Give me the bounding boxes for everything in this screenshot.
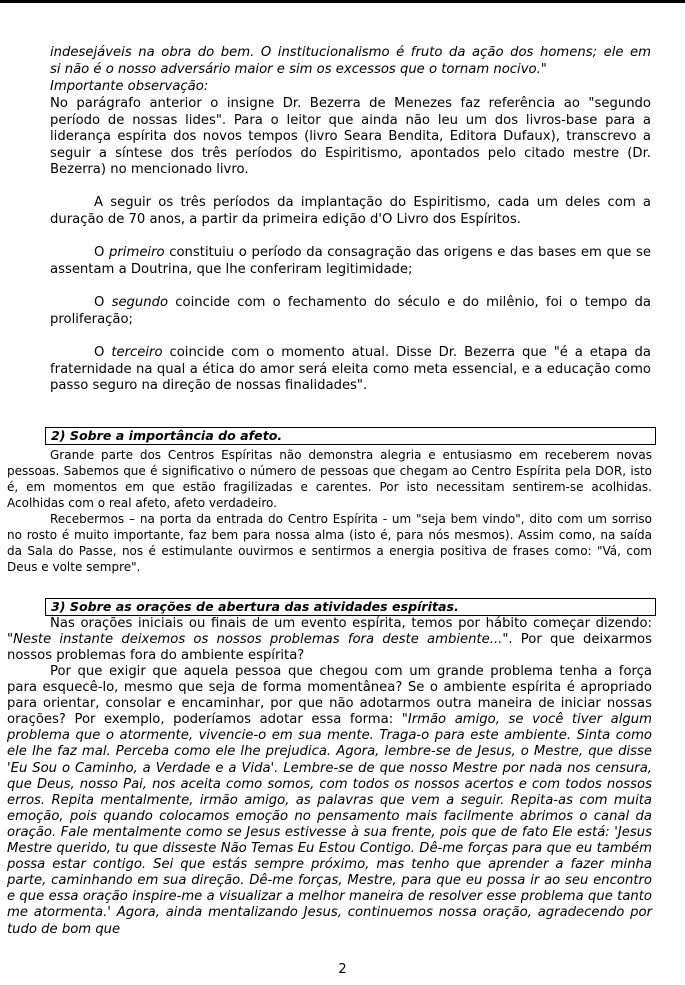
- paragraph-intro: No parágrafo anterior o insigne Dr. Bezerra de Menezes faz referência ao "segundo período de nossas lides". Para o leitor que ainda não leu um dos livros-base para a liderança espírita dos novos tempos (livro Seara Bendita, Editora Dufaux), transcrevo a seguir a síntese dos três períodos do Espiritismo, apontados pelo citado mestre (Dr. Bezerra) no mencionado livro.: [50, 96, 651, 178]
- paragraph-first-period: O primeiro constituiu o período da consagração das origens e das bases em que se assentam a Doutrina, que lhe conferiram legitimidade;: [50, 245, 651, 277]
- section-heading-oracoes: 3) Sobre as orações de abertura das atividades espíritas.: [45, 598, 656, 616]
- emphasis-terceiro: terceiro: [111, 345, 163, 360]
- paragraph-oracoes-1: Nas orações iniciais ou finais de um evento espírita, temos por hábito começar dizendo: "Neste instante deixemos os nossos problemas fora deste ambiente...". Por que deixarmos nossos problemas fora do ambiente espírita?: [7, 616, 652, 664]
- prayer-example: "Irmão amigo, se você tiver algum problema que o atormente, vivencie-o em sua mente. Traga-o para este ambiente. Sinta como ele lhe faz mal. Perceba como ele lhe prejudica. Agora, lembre-se de Jesus, o Mestre, que disse 'Eu Sou o Caminho, a Verdade e a Vida'. Lembre-se de que nosso Mestre por nada nos censura, que Deus, nosso Pai, nos aceita como somos, com todos os nossos acertos e com todos nossos erros. Repita mentalmente, irmão amigo, as palavras que vem a seguir. Repita-as com muita emoção, pois quando colocamos emoção no pensamento mais facilmente abrimos o canal da oração. Fale mentalmente como se Jesus estivesse à sua frente, pois que de fato Ele está: 'Jesus Mestre querido, tu que disseste Não Temas Eu Estou Contigo. Dê-me forças para que eu também possa estar contigo. Sei que estás sempre próximo, mas tenho que aprender a fazer minha parte, caminhando em sua direção. Dê-me forças, Mestre, para que eu possa ir ao seu encontro e que essa oração inspire-me a visualizar a melhor maneira de resolver esse problema que tanto me atormenta.' Agora, ainda mentalizando Jesus, continuemos nossa oração, agradecendo por tudo de bom que: [7, 712, 652, 937]
- quote-line-1: indesejáveis na obra do bem. O institucionalismo é fruto da ação dos homens; ele em: [50, 45, 651, 60]
- section-heading-afeto: 2) Sobre a importância do afeto.: [45, 427, 656, 445]
- emphasis-segundo: segundo: [111, 295, 169, 310]
- paragraph-second-period: O segundo coincide com o fechamento do século e do milênio, foi o tempo da proliferação;: [50, 295, 651, 327]
- paragraph-oracoes-2: Por que exigir que aquela pessoa que chegou com um grande problema tenha a força para esquecê-lo, mesmo que seja de forma momentânea? Se o ambiente espírita é apropriado para orientar, consolar e encaminhar, por que não adotarmos outra maneira de iniciar nossas orações? Por exemplo, poderíamos adotar essa forma: "Irmão amigo, se você tiver algum problema que o atormente, vivencie-o em sua mente. Traga-o para este ambiente. Sinta como ele lhe faz mal. Perceba como ele lhe prejudica. Agora, lembre-se de Jesus, o Mestre, que disse 'Eu Sou o Caminho, a Verdade e a Vida'. Lembre-se de que nosso Mestre por nada nos censura, que Deus, nosso Pai, nos aceita como somos, com todos os nossos acertos e com todos nossos erros. Repita mentalmente, irmão amigo, as palavras que vem a seguir. Repita-as com muita emoção, pois quando colocamos emoção no pensamento mais facilmente abrimos o canal da oração. Fale mentalmente como se Jesus estivesse à sua frente, pois que de fato Ele está: 'Jesus Mestre querido, tu que disseste Não Temas Eu Estou Contigo. Dê-me forças para que eu também possa estar contigo. Sei que estás sempre próximo, mas tenho que aprender a fazer minha parte, caminhando em sua direção. Dê-me forças, Mestre, para que eu possa ir ao seu encontro e que essa oração inspire-me a visualizar a melhor maneira de resolver esse problema que tanto me atormenta.' Agora, ainda mentalizando Jesus, continuemos nossa oração, agradecendo por tudo de bom que: [7, 664, 652, 937]
- paragraph-third-period: O terceiro coincide com o momento atual. Disse Dr. Bezerra que "é a etapa da fraternidade na qual a ética do amor será eleita como meta essencial, e a educação como passo seguro na direção de nossas finalidades".: [50, 345, 651, 394]
- note-title: Importante observação:: [50, 79, 209, 94]
- paragraph-afeto-2: Recebermos – na porta da entrada do Centro Espírita - um "seja bem vindo", dito com um sorriso no rosto é muito importante, faz bem para nossa alma (isto é, para nós mesmos). Assim como, na saída da Sala do Passe, nos é estimulante ouvirmos e sentirmos a energia positiva de frases como: "Vá, com Deus e volte sempre".: [7, 512, 652, 574]
- quote-line-2: si não é o nosso adversário maior e sim os excessos que o tornam nocivo.": [50, 62, 547, 77]
- paragraph-periods: A seguir os três períodos da implantação do Espiritismo, cada um deles com a duração de 70 anos, a partir da primeira edição d'O Livro dos Espíritos.: [50, 195, 651, 227]
- page-number: 2: [338, 962, 347, 977]
- top-border: [0, 0, 685, 3]
- paragraph-afeto-1: Grande parte dos Centros Espíritas não demonstra alegria e entusiasmo em receberem novas pessoas. Sabemos que é significativo o número de pessoas que chegam ao Centro Espírita pela DOR, isto é, em momentos em que estão fragilizadas e carentes. Por isto necessitam sentirem-se acolhidas. Acolhidas com o real afeto, afeto verdadeiro.: [7, 448, 652, 510]
- quoted-phrase: "Neste instante deixemos os nossos problemas fora deste ambiente...": [7, 632, 509, 648]
- emphasis-primeiro: primeiro: [109, 245, 165, 260]
